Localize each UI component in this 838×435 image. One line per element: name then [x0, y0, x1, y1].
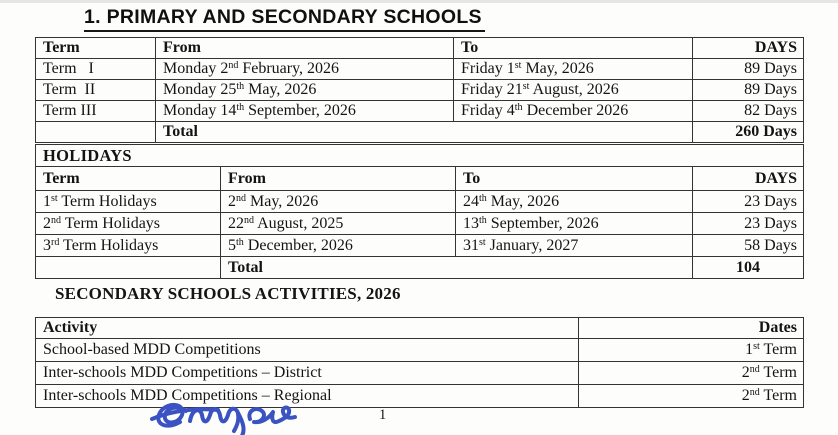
activity-name: School-based MDD Competitions	[36, 339, 579, 362]
holidays-table	[35, 144, 804, 279]
term-to-date: Friday 21st August, 2026	[454, 80, 693, 101]
term-name: Term I	[36, 59, 156, 80]
holiday-from-date: 22nd August, 2025	[221, 213, 456, 235]
activities-header-row	[36, 318, 804, 339]
holiday-from-date: 2nd May, 2026	[221, 191, 456, 213]
holiday-days: 58 Days	[693, 235, 804, 257]
term-to-date: Friday 1st May, 2026	[454, 59, 693, 80]
holidays-band-row	[36, 145, 804, 167]
terms-table	[35, 37, 804, 143]
term-from-date: Monday 2nd February, 2026	[156, 59, 454, 80]
terms-header-term: Term	[36, 38, 156, 59]
term-name: Term III	[36, 101, 156, 122]
holidays-total-label: Total	[221, 257, 693, 279]
table-row	[36, 59, 804, 80]
activity-dates: 2nd Term	[579, 362, 804, 385]
handwritten-signature-icon	[150, 398, 315, 435]
holiday-name: 1st Term Holidays	[36, 191, 221, 213]
holidays-header-to: To	[456, 167, 693, 191]
term-days: 82 Days	[693, 101, 804, 122]
holiday-days: 23 Days	[693, 213, 804, 235]
table-row	[36, 362, 804, 385]
holidays-total-days: 104	[693, 257, 804, 279]
activities-table	[35, 317, 804, 408]
table-row	[36, 213, 804, 235]
page-number: 1	[379, 407, 387, 423]
holidays-header-row	[36, 167, 804, 191]
term-days: 89 Days	[693, 80, 804, 101]
holidays-total-row	[36, 257, 804, 279]
activity-dates: 2nd Term	[579, 385, 804, 408]
table-row	[36, 191, 804, 213]
activities-section-title: SECONDARY SCHOOLS ACTIVITIES, 2026	[55, 284, 401, 303]
activities-header-dates: Dates	[579, 318, 804, 339]
holiday-to-date: 24th May, 2026	[456, 191, 693, 213]
terms-header-days: DAYS	[693, 38, 804, 59]
empty-cell	[36, 257, 221, 279]
terms-total-label: Total	[156, 122, 693, 143]
holiday-to-date: 31st January, 2027	[456, 235, 693, 257]
terms-header-from: From	[156, 38, 454, 59]
holiday-name: 2nd Term Holidays	[36, 213, 221, 235]
holiday-days: 23 Days	[693, 191, 804, 213]
terms-header-row	[36, 38, 804, 59]
table-row	[36, 80, 804, 101]
holiday-from-date: 5th December, 2026	[221, 235, 456, 257]
holiday-name: 3rd Term Holidays	[36, 235, 221, 257]
term-from-date: Monday 25th May, 2026	[156, 80, 454, 101]
activity-name: Inter-schools MDD Competitions – Regional	[36, 385, 579, 408]
activity-dates: 1st Term	[579, 339, 804, 362]
table-row	[36, 101, 804, 122]
term-name: Term II	[36, 80, 156, 101]
holiday-to-date: 13th September, 2026	[456, 213, 693, 235]
table-row	[36, 235, 804, 257]
holidays-header-days: DAYS	[693, 167, 804, 191]
scan-artifact-band	[0, 0, 838, 3]
activity-name: Inter-schools MDD Competitions – District	[36, 362, 579, 385]
holidays-section-label: HOLIDAYS	[36, 145, 804, 167]
terms-header-to: To	[454, 38, 693, 59]
terms-total-row	[36, 122, 804, 143]
term-days: 89 Days	[693, 59, 804, 80]
term-to-date: Friday 4th December 2026	[454, 101, 693, 122]
terms-total-days: 260 Days	[693, 122, 804, 143]
activities-header-activity: Activity	[36, 318, 579, 339]
holidays-header-from: From	[221, 167, 456, 191]
page-title: 1. PRIMARY AND SECONDARY SCHOOLS	[84, 6, 485, 32]
table-row	[36, 339, 804, 362]
holidays-header-term: Term	[36, 167, 221, 191]
empty-cell	[36, 122, 156, 143]
term-from-date: Monday 14th September, 2026	[156, 101, 454, 122]
